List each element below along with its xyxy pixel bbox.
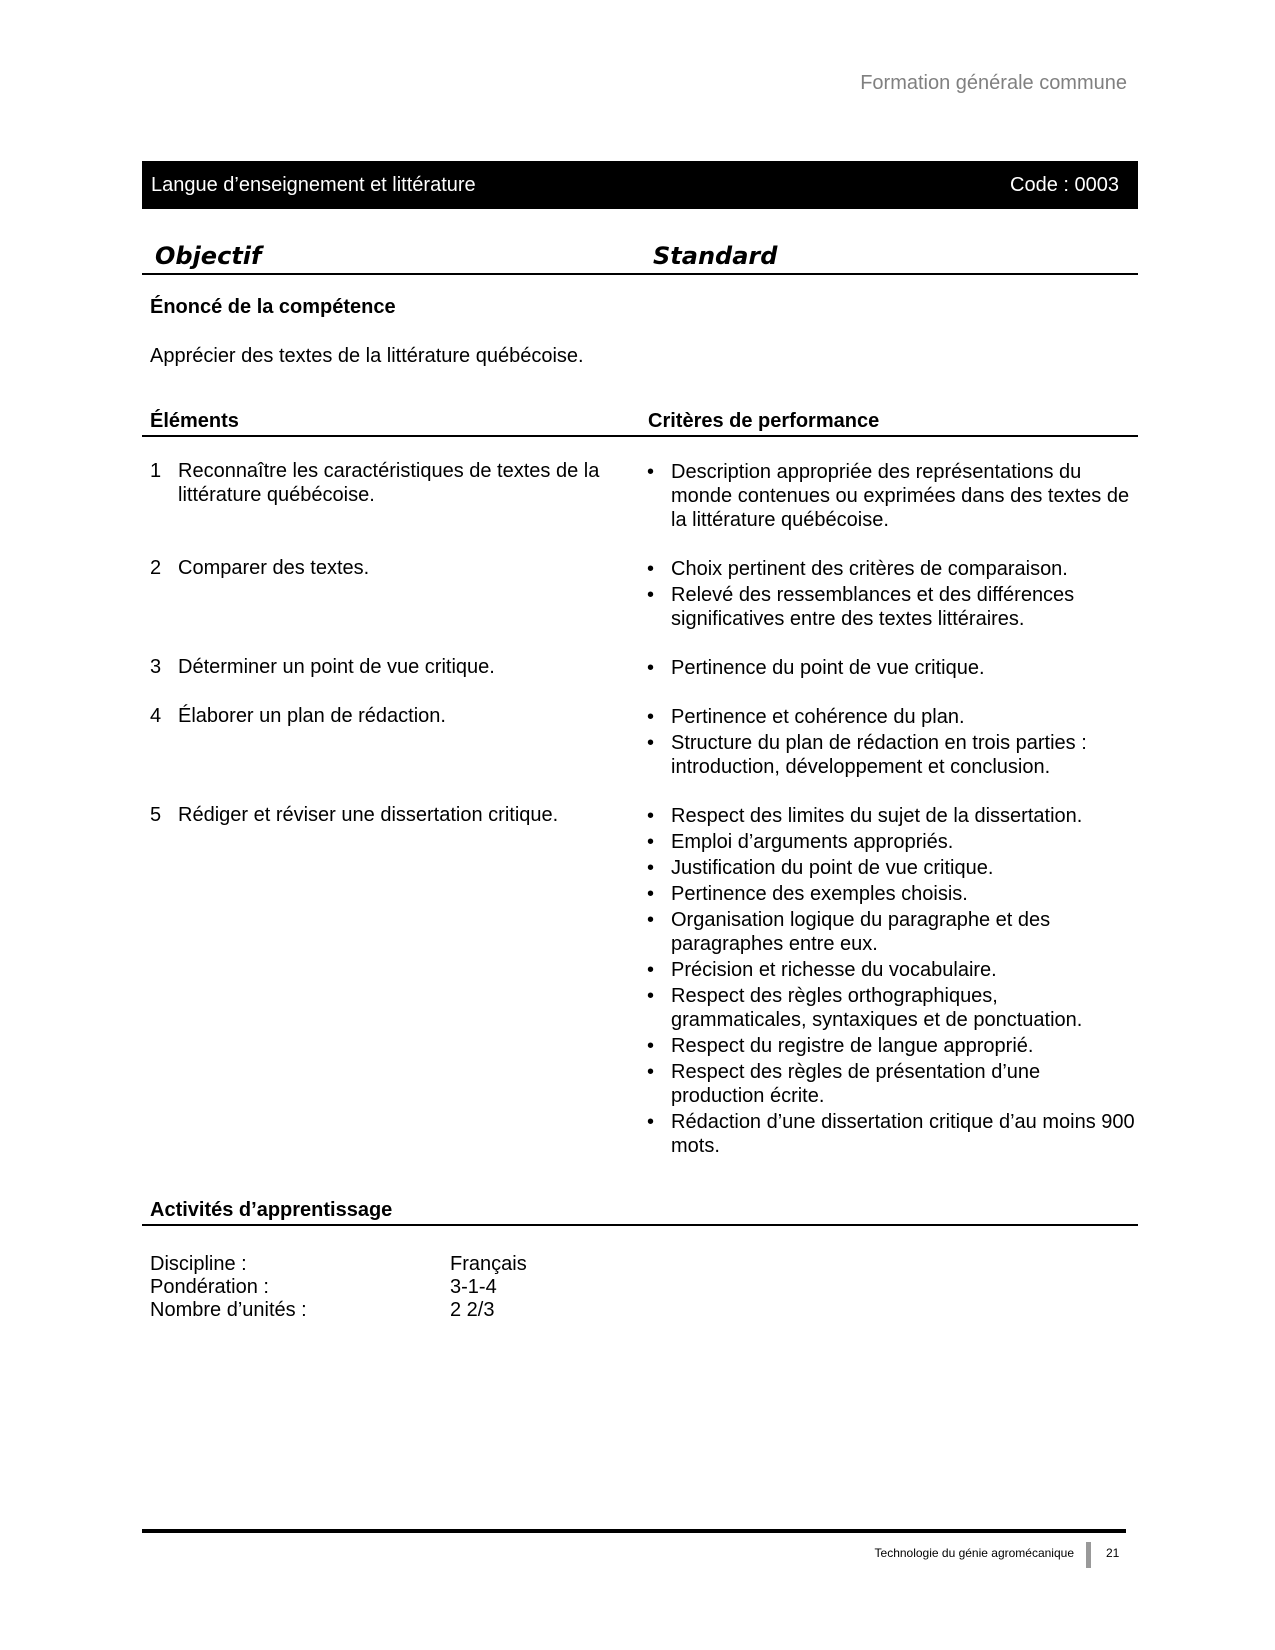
bullet-icon: • [647,805,655,827]
criteria-list [646,804,1136,1160]
criterion-item: • Organisation logique du paragraphe et des paragraphes entre eux. [647,909,1051,955]
page-number: 21 [1106,1546,1120,1560]
standard-heading: Standard [653,242,778,270]
activities-heading: Activités d’apprentissage [150,1199,393,1221]
discipline-value: Français [450,1253,527,1275]
objective-heading: Objectif [155,242,262,270]
criteria-list [646,557,1136,633]
bullet-icon: • [647,959,655,981]
criterion-item: • Pertinence des exemples choisis. [647,883,968,905]
criterion-item: • Respect des règles de présentation d’une production écrite. [647,1061,1041,1107]
criterion-item: • Pertinence et cohérence du plan. [647,706,965,728]
element-text: Reconnaître les caractéristiques de textes de la littérature québécoise. [178,460,600,506]
course-title-bar [142,161,1138,209]
bullet-icon: • [647,558,655,580]
criterion-item: • Respect des règles orthographiques, grammaticales, syntaxiques et de ponctuation. [647,985,1083,1031]
criterion-item: • Description appropriée des représentations du monde contenues ou exprimées dans des textes de la littérature québécoise. [647,461,1130,531]
criteria-list [646,460,1136,534]
activities-rule [142,1224,1138,1226]
criteria-heading: Critères de performance [648,410,880,432]
table-rule [142,435,1138,437]
element-number: 1 [150,460,162,482]
bullet-icon: • [647,857,655,879]
competence-heading: Énoncé de la compétence [150,296,396,318]
running-header: Formation générale commune [860,72,1127,94]
bullet-icon: • [647,909,655,931]
bullet-icon: • [647,461,655,483]
weighting-row [150,1276,497,1299]
competence-statement: Apprécier des textes de la littérature québécoise. [150,345,584,367]
course-title: Langue d’enseignement et littérature [151,174,476,196]
discipline-row [150,1253,527,1276]
element-number: 4 [150,705,162,727]
criterion-item: • Rédaction d’une dissertation critique d’au moins 900 mots. [647,1111,1135,1157]
criterion-item: • Structure du plan de rédaction en trois parties : introduction, développement et conclusion. [647,732,1087,778]
element-text: Élaborer un plan de rédaction. [178,705,446,727]
criterion-item: • Pertinence du point de vue critique. [647,657,985,679]
bullet-icon: • [647,1061,655,1083]
bullet-icon: • [647,883,655,905]
bullet-icon: • [647,985,655,1007]
element-text: Comparer des textes. [178,557,370,579]
element-text: Déterminer un point de vue critique. [178,656,495,678]
criteria-list [646,656,1136,682]
element-number: 5 [150,804,162,826]
units-row [150,1299,495,1322]
criterion-item: • Emploi d’arguments appropriés. [647,831,954,853]
criterion-item: • Respect des limites du sujet de la dissertation. [647,805,1083,827]
bullet-icon: • [647,1035,655,1057]
bullet-icon: • [647,657,655,679]
criteria-list [646,705,1136,781]
elements-heading: Éléments [150,410,239,432]
footer-rule [142,1529,1126,1533]
weighting-label: Pondération : [150,1276,269,1298]
bullet-icon: • [647,584,655,606]
bullet-icon: • [647,831,655,853]
footer-separator [1086,1542,1091,1568]
weighting-value: 3-1-4 [450,1276,497,1298]
element-number: 2 [150,557,162,579]
bullet-icon: • [647,706,655,728]
discipline-label: Discipline : [150,1253,247,1275]
footer-program: Technologie du génie agromécanique [874,1546,1074,1560]
criterion-item: • Justification du point de vue critique. [647,857,994,879]
criterion-item: • Choix pertinent des critères de comparaison. [647,558,1068,580]
bullet-icon: • [647,1111,655,1133]
course-code: Code : 0003 [1010,174,1119,196]
units-value: 2 2/3 [450,1299,495,1321]
element-number: 3 [150,656,162,678]
element-text: Rédiger et réviser une dissertation critique. [178,804,559,826]
heading-rule [142,273,1138,275]
units-label: Nombre d’unités : [150,1299,307,1321]
bullet-icon: • [647,732,655,754]
criterion-item: • Relevé des ressemblances et des différences significatives entre des textes littéraires. [647,584,1075,630]
criterion-item: • Précision et richesse du vocabulaire. [647,959,997,981]
criterion-item: • Respect du registre de langue approprié. [647,1035,1034,1057]
